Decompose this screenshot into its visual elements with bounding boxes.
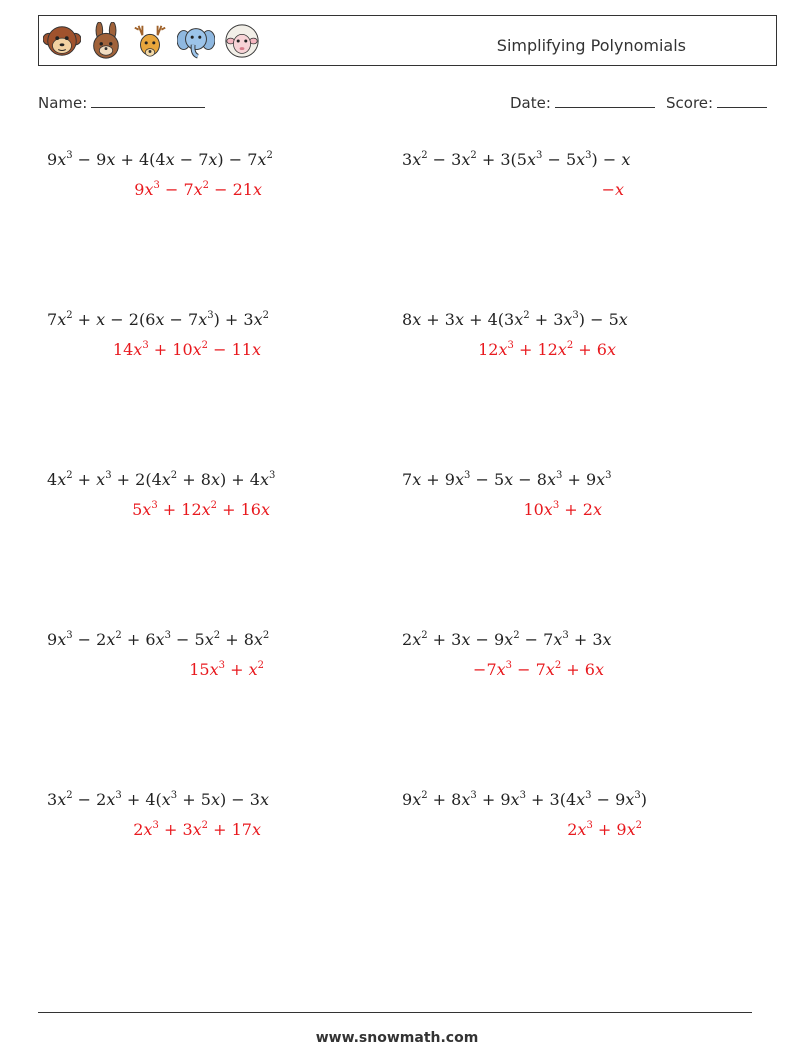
problem-8-answer: $-7x^3 - 7x^2 + 6x$	[473, 660, 604, 679]
problem-1-question: $9x^3 - 9x + 4(4x - 7x) - 7x^2$	[47, 150, 273, 169]
date-label: Date:	[510, 94, 551, 112]
problem-10-answer: $2x^3 + 9x^2$	[567, 820, 642, 839]
score-label: Score:	[666, 94, 714, 112]
problem-4-answer: $12x^3 + 12x^2 + 6x$	[478, 340, 616, 359]
name-field	[38, 93, 205, 112]
problem-10-question: $9x^2 + 8x^3 + 9x^3 + 3(4x^3 - 9x^3)$	[402, 790, 647, 809]
problem-9-answer: $2x^3 + 3x^2 + 17x$	[133, 820, 261, 839]
problem-7-answer: $15x^3 + x^2$	[189, 660, 264, 679]
name-label: Name:	[38, 94, 88, 112]
problem-7-question: $9x^3 - 2x^2 + 6x^3 - 5x^2 + 8x^2$	[47, 630, 270, 649]
problem-2-question: $3x^2 - 3x^2 + 3(5x^3 - 5x^3) - x$	[402, 150, 631, 169]
footer-url: www.snowmath.com	[315, 1030, 479, 1046]
deer-icon	[131, 22, 169, 60]
problem-8-question: $2x^2 + 3x - 9x^2 - 7x^3 + 3x$	[402, 630, 612, 649]
problem-6-question: $7x + 9x^3 - 5x - 8x^3 + 9x^3$	[402, 470, 612, 489]
elephant-icon	[177, 22, 215, 60]
monkey-icon	[43, 22, 81, 60]
worksheet-title: Simplifying Polynomials	[496, 36, 686, 55]
rabbit-icon	[87, 22, 125, 60]
name-blank	[91, 93, 205, 108]
score-blank	[717, 93, 767, 108]
problem-2-answer: −x	[601, 180, 624, 199]
sheep-icon	[223, 22, 261, 60]
header-box	[38, 15, 777, 66]
problem-1-answer: $9x^3 - 7x^2 - 21x$	[134, 180, 262, 199]
footer-divider	[38, 1012, 752, 1013]
problem-9-question: $3x^2 - 2x^3 + 4(x^3 + 5x) - 3x$	[47, 790, 269, 809]
problem-5-answer: $5x^3 + 12x^2 + 16x$	[132, 500, 270, 519]
problem-6-answer: $10x^3 + 2x$	[523, 500, 602, 519]
date-blank	[555, 93, 655, 108]
score-field	[666, 93, 767, 112]
problem-3-question: $7x^2 + x - 2(6x - 7x^3) + 3x^2$	[47, 310, 269, 329]
problem-5-question: $4x^2 + x^3 + 2(4x^2 + 8x) + 4x^3$	[47, 470, 276, 489]
date-field	[510, 93, 655, 112]
problem-3-answer: $14x^3 + 10x^2 - 11x$	[112, 340, 261, 359]
problem-4-question: $8x + 3x + 4(3x^2 + 3x^3) - 5x$	[402, 310, 628, 329]
